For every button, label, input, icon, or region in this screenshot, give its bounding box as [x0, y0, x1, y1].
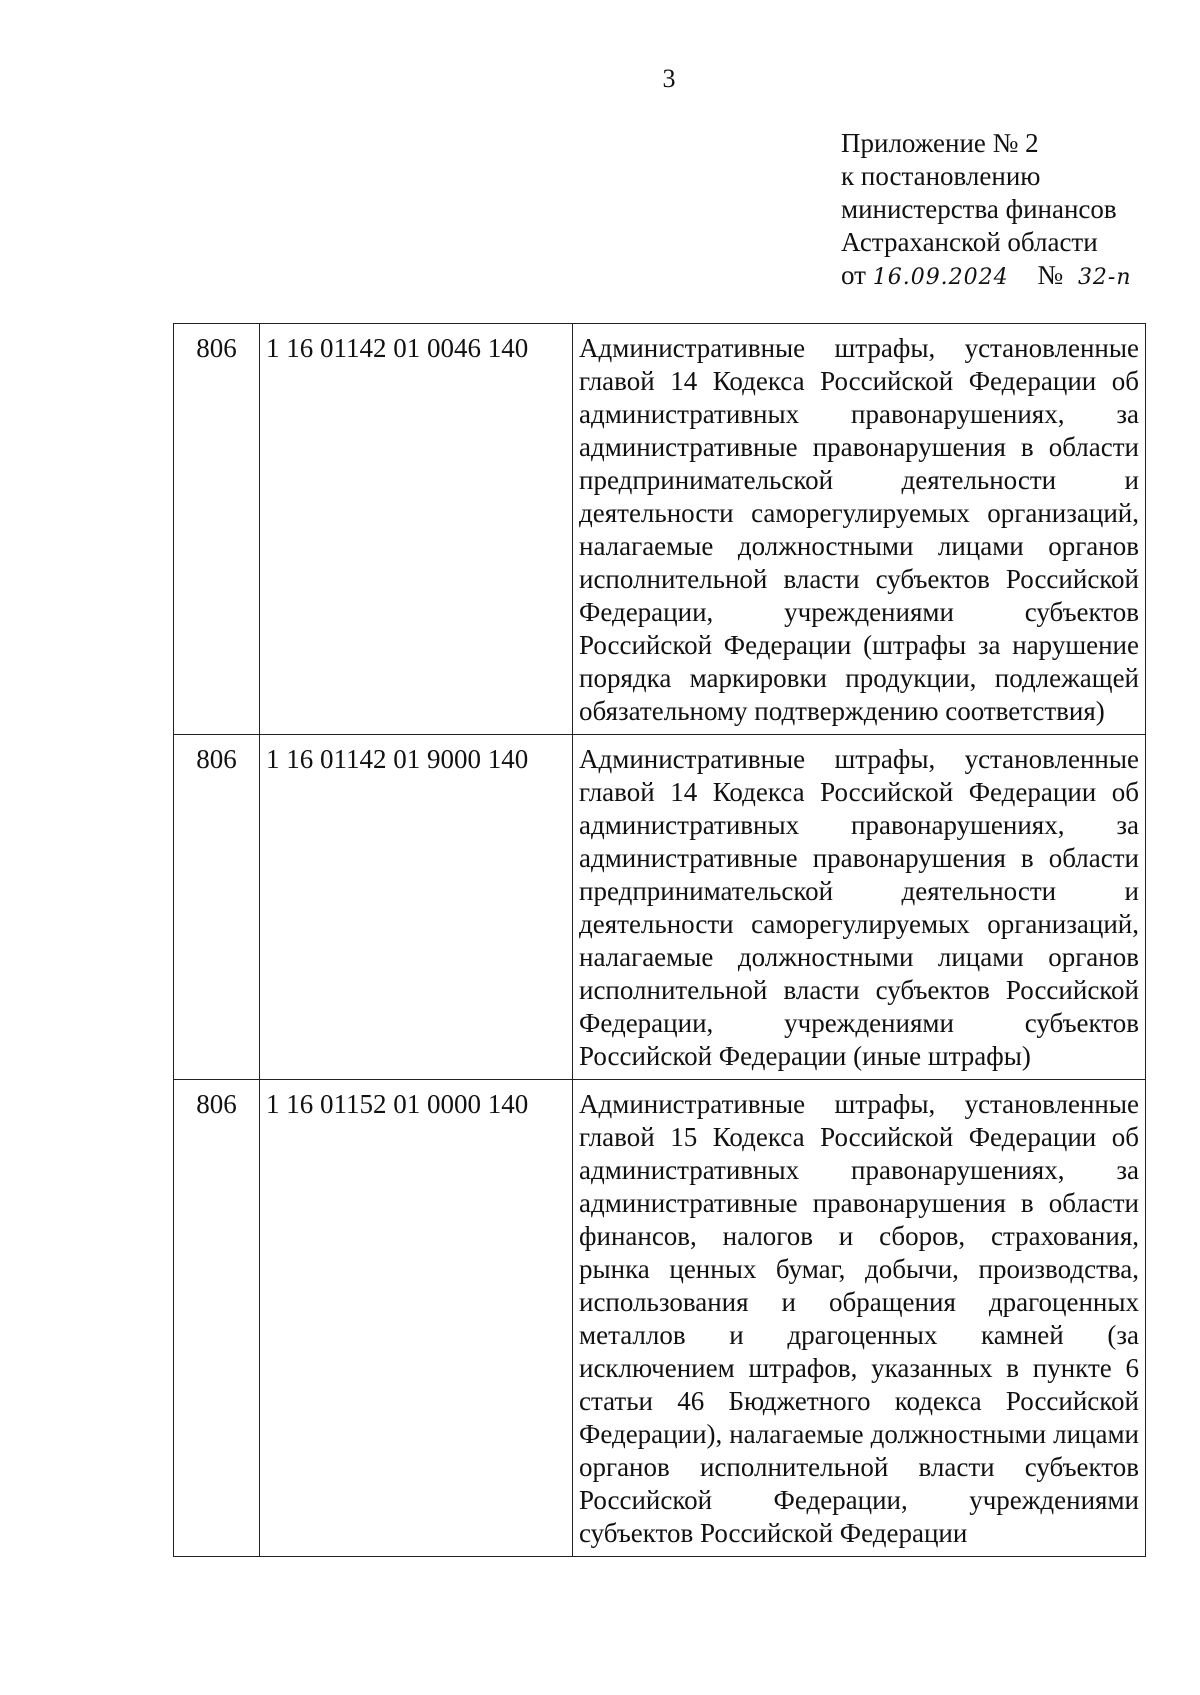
budget-code-cell: 1 16 01142 01 0046 140 [260, 324, 573, 735]
admin-code-cell: 806 [174, 735, 260, 1080]
number-label: № [1037, 260, 1064, 290]
appendix-line-ministry: министерства финансов [841, 194, 1117, 224]
appendix-line-resolution: к постановлению [841, 161, 1041, 191]
admin-code-cell: 806 [174, 1080, 260, 1557]
table-row [174, 735, 1146, 1080]
appendix-header [841, 127, 1132, 294]
table-row [174, 324, 1146, 735]
table-row [174, 1080, 1146, 1557]
description-cell: Административные штрафы, установленные главой 14 Кодекса Российской Федерации об административных правонарушениях, за административные правонарушения в области предпринимательской деятельности и деятельности саморегулируемых организаций, налагаемые должностными лицами органов исполнительной власти субъектов Российской Федерации, учреждениями субъектов Российской Федерации (штрафы за нарушение порядка маркировки продукции, подлежащей обязательному подтверждению соответствия) [573, 324, 1146, 735]
appendix-title: Приложение № 2 [841, 128, 1039, 158]
handwritten-number: 32-п [1077, 265, 1132, 290]
handwritten-date: 16.09.2024 [872, 265, 1009, 290]
budget-code-cell: 1 16 01152 01 0000 140 [260, 1080, 573, 1557]
appendix-line-region: Астраханской области [841, 227, 1098, 257]
page-number: 3 [662, 64, 676, 93]
budget-code-cell: 1 16 01142 01 9000 140 [260, 735, 573, 1080]
description-cell: Административные штрафы, установленные главой 14 Кодекса Российской Федерации об административных правонарушениях, за административные правонарушения в области предпринимательской деятельности и деятельности саморегулируемых организаций, налагаемые должностными лицами органов исполнительной власти субъектов Российской Федерации, учреждениями субъектов Российской Федерации (иные штрафы) [573, 735, 1146, 1080]
admin-code-cell: 806 [174, 324, 260, 735]
date-prefix: от [841, 260, 866, 290]
budget-codes-table [173, 323, 1146, 1557]
description-cell: Административные штрафы, установленные главой 15 Кодекса Российской Федерации об административных правонарушениях, за административные правонарушения в области финансов, налогов и сборов, страхования, рынка ценных бумаг, добычи, производства, использования и обращения драгоценных металлов и драгоценных камней (за исключением штрафов, указанных в пункте 6 статьи 46 Бюджетного кодекса Российской Федерации), налагаемые должностными лицами органов исполнительной власти субъектов Российской Федерации, учреждениями субъектов Российской Федерации [573, 1080, 1146, 1557]
appendix-date-line [841, 259, 1132, 294]
